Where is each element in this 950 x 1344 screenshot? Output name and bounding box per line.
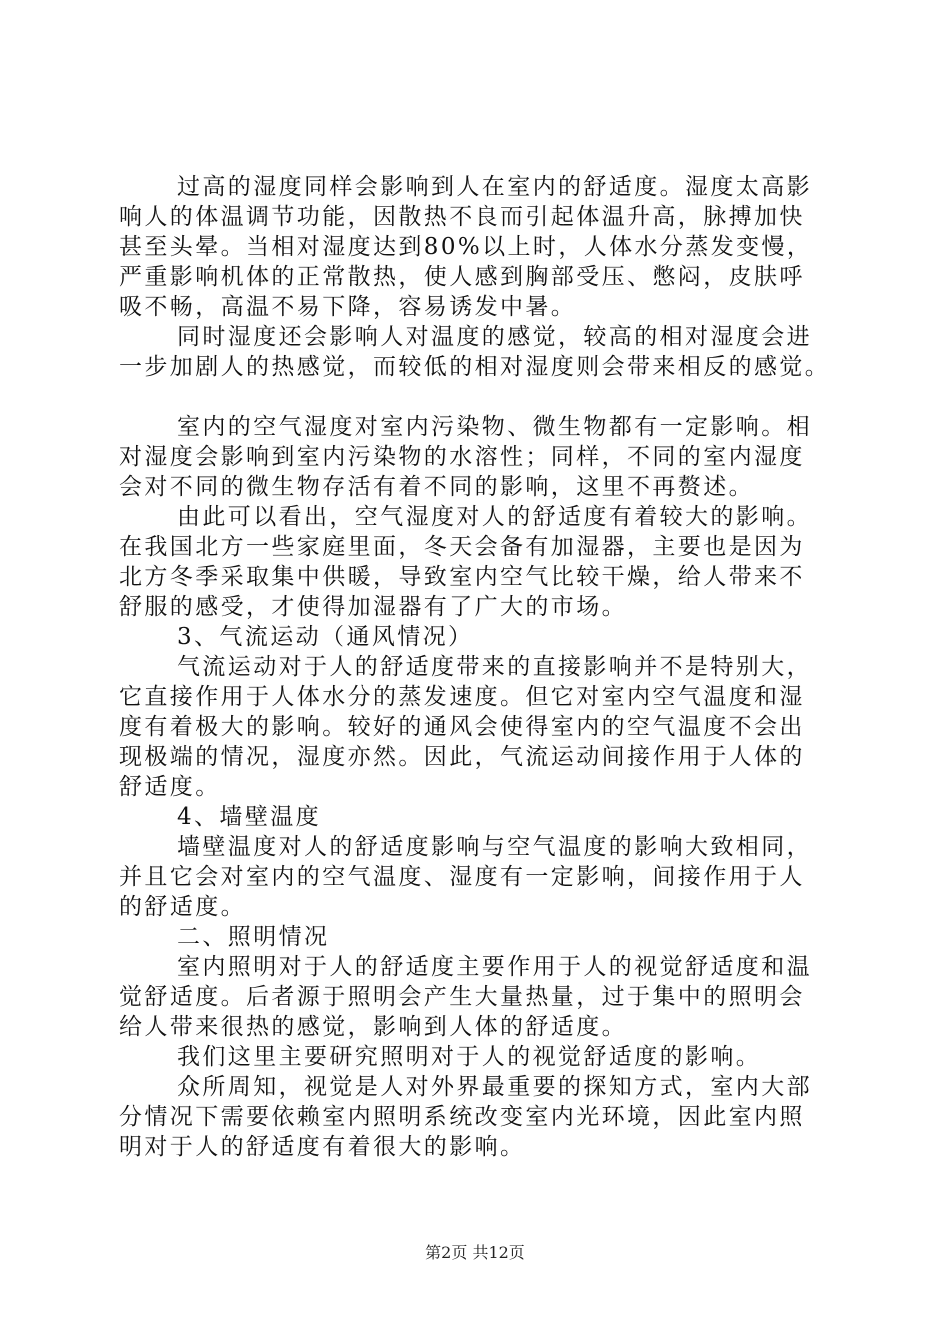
paragraph-line: 觉舒适度。后者源于照明会产生大量热量，过于集中的照明会 xyxy=(119,984,805,1010)
paragraph-line: 对湿度会影响到室内污染物的水溶性；同样，不同的室内湿度 xyxy=(119,444,805,470)
paragraph-line: 墙壁温度对人的舒适度影响与空气温度的影响大致相同， xyxy=(177,834,812,860)
paragraph xyxy=(119,952,831,1042)
paragraph-line: 并且它会对室内的空气温度、湿度有一定影响，间接作用于人 xyxy=(119,864,805,890)
paragraph-line: 由此可以看出，空气湿度对人的舒适度有着较大的影响。 xyxy=(177,504,812,530)
paragraph xyxy=(119,412,831,502)
paragraph xyxy=(119,1072,831,1162)
paragraph-line: 气流运动对于人的舒适度带来的直接影响并不是特别大， xyxy=(177,654,812,680)
paragraph xyxy=(119,322,831,382)
paragraph-line: 我们这里主要研究照明对于人的视觉舒适度的影响。 xyxy=(177,1044,762,1070)
paragraph-line: 吸不畅，高温不易下降，容易诱发中暑。 xyxy=(119,294,577,320)
paragraph-line: 度有着极大的影响。较好的通风会使得室内的空气温度不会出 xyxy=(119,714,805,740)
paragraph-line: 舒适度。 xyxy=(119,774,221,800)
paragraph-line: 给人带来很热的感觉，影响到人体的舒适度。 xyxy=(119,1014,627,1040)
paragraph-line: 分情况下需要依赖室内照明系统改变室内光环境，因此室内照 xyxy=(119,1104,805,1130)
paragraph-gap xyxy=(119,382,831,412)
heading-text: 3、气流运动（通风情况） xyxy=(177,624,474,650)
paragraph-line: 会对不同的微生物存活有着不同的影响，这里不再赘述。 xyxy=(119,474,754,500)
paragraph-line: 明对于人的舒适度有着很大的影响。 xyxy=(119,1134,526,1160)
heading-text: 二、照明情况 xyxy=(177,924,330,950)
section-heading xyxy=(119,802,831,832)
paragraph-line: 舒服的感受，才使得加湿器有了广大的市场。 xyxy=(119,594,627,620)
document-body xyxy=(119,172,831,1162)
paragraph-line: 同时湿度还会影响人对温度的感觉，较高的相对湿度会进 xyxy=(177,324,812,350)
paragraph xyxy=(119,1042,831,1072)
page-footer: 第2页 共12页 xyxy=(425,1243,525,1262)
section-heading xyxy=(119,922,831,952)
paragraph-line: 室内的空气湿度对室内污染物、微生物都有一定影响。相 xyxy=(177,414,812,440)
paragraph-line: 室内照明对于人的舒适度主要作用于人的视觉舒适度和温 xyxy=(177,954,812,980)
paragraph-line: 甚至头晕。当相对湿度达到80%以上时，人体水分蒸发变慢， xyxy=(119,234,813,260)
paragraph xyxy=(119,502,831,622)
paragraph-line: 过高的湿度同样会影响到人在室内的舒适度。湿度太高影 xyxy=(177,174,812,200)
paragraph-line: 严重影响机体的正常散热，使人感到胸部受压、憋闷，皮肤呼 xyxy=(119,264,805,290)
paragraph-line: 现极端的情况，湿度亦然。因此，气流运动间接作用于人体的 xyxy=(119,744,805,770)
paragraph-line: 北方冬季采取集中供暖，导致室内空气比较干燥，给人带来不 xyxy=(119,564,805,590)
paragraph xyxy=(119,652,831,802)
heading-text: 4、墙壁温度 xyxy=(177,804,322,830)
paragraph-line: 它直接作用于人体水分的蒸发速度。但它对室内空气温度和湿 xyxy=(119,684,805,710)
paragraph xyxy=(119,832,831,922)
paragraph-line: 响人的体温调节功能，因散热不良而引起体温升高，脉搏加快 xyxy=(119,204,805,230)
paragraph-line: 的舒适度。 xyxy=(119,894,246,920)
paragraph xyxy=(119,172,831,322)
paragraph-line: 在我国北方一些家庭里面，冬天会备有加湿器，主要也是因为 xyxy=(119,534,805,560)
section-heading xyxy=(119,622,831,652)
paragraph-line: 众所周知，视觉是人对外界最重要的探知方式，室内大部 xyxy=(177,1074,812,1100)
paragraph-line: 一步加剧人的热感觉，而较低的相对湿度则会带来相反的感觉。 xyxy=(119,354,831,380)
